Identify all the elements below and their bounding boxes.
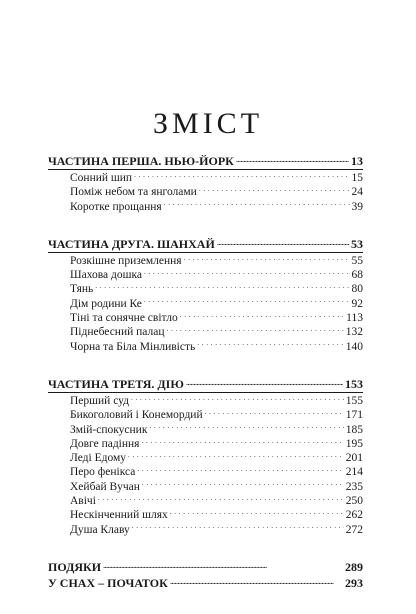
toc-part-1	[48, 153, 363, 214]
chapter-title: Змій-спокусник	[70, 423, 148, 436]
chapter-title: Довге падіння	[70, 437, 140, 450]
page-number: 289	[345, 559, 363, 574]
divider	[48, 169, 363, 170]
toc-chapter[interactable]	[48, 451, 363, 465]
dot-leader	[149, 423, 343, 433]
toc-chapter[interactable]	[48, 480, 363, 494]
dot-leader	[205, 408, 344, 418]
toc-back-matter-item[interactable]	[48, 559, 363, 575]
dot-leader	[170, 508, 344, 518]
chapter-title: Коротке прощання	[70, 200, 162, 213]
dot-leader	[98, 494, 344, 504]
chapter-title: Шахова дошка	[70, 269, 142, 282]
toc-chapter[interactable]	[48, 408, 363, 422]
toc-chapter[interactable]	[48, 325, 363, 339]
page-title: ЗМІСТ	[152, 107, 264, 140]
page-number: 92	[351, 297, 363, 310]
page-number: 39	[351, 200, 363, 213]
toc-chapter[interactable]	[48, 297, 363, 311]
dot-leader	[141, 437, 343, 447]
toc-chapter[interactable]	[48, 171, 363, 185]
dot-leader	[144, 297, 350, 307]
toc-part-2	[48, 236, 363, 354]
toc-chapter[interactable]	[48, 523, 363, 537]
back-matter-title: У СНАХ – ПОЧАТОК	[48, 575, 168, 590]
page-number: 24	[351, 186, 363, 199]
divider	[48, 392, 363, 393]
page-number: 80	[351, 283, 363, 296]
toc-part-heading[interactable]	[48, 376, 363, 392]
dot-leader	[95, 282, 349, 292]
dot-leader	[170, 577, 343, 587]
chapter-title: Леді Едому	[70, 452, 127, 465]
dot-leader	[180, 311, 344, 321]
page-number: 13	[351, 154, 363, 168]
chapter-title: Перший суд	[70, 394, 130, 407]
chapter-title: Нескінченний шлях	[70, 509, 168, 522]
toc-part-heading[interactable]	[48, 236, 363, 252]
dot-leader	[134, 171, 349, 181]
toc-chapter[interactable]	[48, 254, 363, 268]
dot-leader	[144, 268, 350, 278]
toc-chapter[interactable]	[48, 340, 363, 354]
dot-leader	[186, 378, 343, 388]
page-number: 235	[345, 480, 363, 493]
toc-part-heading[interactable]	[48, 153, 363, 169]
dot-leader	[217, 238, 349, 248]
toc-chapter[interactable]	[48, 423, 363, 437]
table-of-contents	[48, 153, 363, 591]
toc-chapter[interactable]	[48, 394, 363, 408]
page-number: 132	[345, 326, 363, 339]
toc-chapter[interactable]	[48, 282, 363, 296]
dot-leader	[142, 480, 344, 490]
toc-chapter[interactable]	[48, 200, 363, 214]
chapter-title: Тянь	[70, 283, 94, 296]
toc-chapter[interactable]	[48, 508, 363, 522]
page-number: 195	[345, 437, 363, 450]
part-title: ЧАСТИНА ДРУГА. ШАНХАЙ	[48, 236, 215, 251]
page-number: 140	[345, 340, 363, 353]
chapter-title: Розкішне приземлення	[70, 254, 182, 267]
page-number: 272	[345, 523, 363, 536]
chapter-title: Поміж небом та янголами	[70, 186, 197, 199]
page-number: 293	[345, 575, 363, 590]
page-number: 68	[351, 269, 363, 282]
page-number: 214	[345, 466, 363, 479]
dot-leader	[132, 523, 344, 533]
dot-leader	[167, 325, 344, 335]
page-number: 153	[345, 376, 363, 391]
divider	[48, 252, 363, 253]
dot-leader	[184, 254, 350, 264]
dot-leader	[128, 451, 344, 461]
chapter-title: Душа Клаву	[70, 523, 130, 536]
chapter-title: Сонний шип	[70, 172, 133, 184]
toc-chapter[interactable]	[48, 185, 363, 199]
chapter-title: Авічі	[70, 495, 96, 508]
toc-chapter[interactable]	[48, 494, 363, 508]
toc-chapter[interactable]	[48, 465, 363, 479]
page-number: 155	[345, 394, 363, 407]
toc-part-3	[48, 376, 363, 537]
page-number: 55	[351, 254, 363, 267]
page-number: 171	[345, 409, 363, 422]
toc-back-matter	[48, 559, 363, 591]
back-matter-title: ПОДЯКИ	[48, 559, 102, 574]
dot-leader	[131, 394, 344, 404]
dot-leader	[199, 185, 350, 195]
page-number: 262	[345, 509, 363, 522]
toc-back-matter-item[interactable]	[48, 575, 363, 591]
part-title: ЧАСТИНА ТРЕТЯ. ДІЮ	[48, 376, 184, 391]
page-number: 113	[346, 312, 363, 325]
chapter-title: Піднебесний палац	[70, 326, 165, 339]
chapter-title: Чорна та Біла Мінливість	[70, 340, 196, 353]
page-number: 53	[351, 236, 363, 251]
dot-leader	[103, 561, 343, 571]
page-number: 250	[345, 495, 363, 508]
toc-chapter[interactable]	[48, 437, 363, 451]
toc-chapter[interactable]	[48, 268, 363, 282]
chapter-title: Бикоголовий і Конемордий	[70, 409, 203, 422]
chapter-title: Перо фенікса	[70, 466, 136, 479]
chapter-title: Хейбай Вучан	[70, 480, 140, 493]
dot-leader	[164, 200, 350, 210]
dot-leader	[137, 465, 343, 475]
part-title: ЧАСТИНА ПЕРША. НЬЮ-ЙОРК	[48, 154, 234, 168]
dot-leader	[236, 155, 349, 165]
page-number: 15	[351, 172, 363, 184]
page-number: 185	[345, 423, 363, 436]
chapter-title: Дім родини Ке	[70, 297, 142, 310]
toc-chapter[interactable]	[48, 311, 363, 325]
page-number: 201	[345, 452, 363, 465]
chapter-title: Тіні та сонячне світло	[70, 312, 178, 325]
dot-leader	[197, 340, 344, 350]
